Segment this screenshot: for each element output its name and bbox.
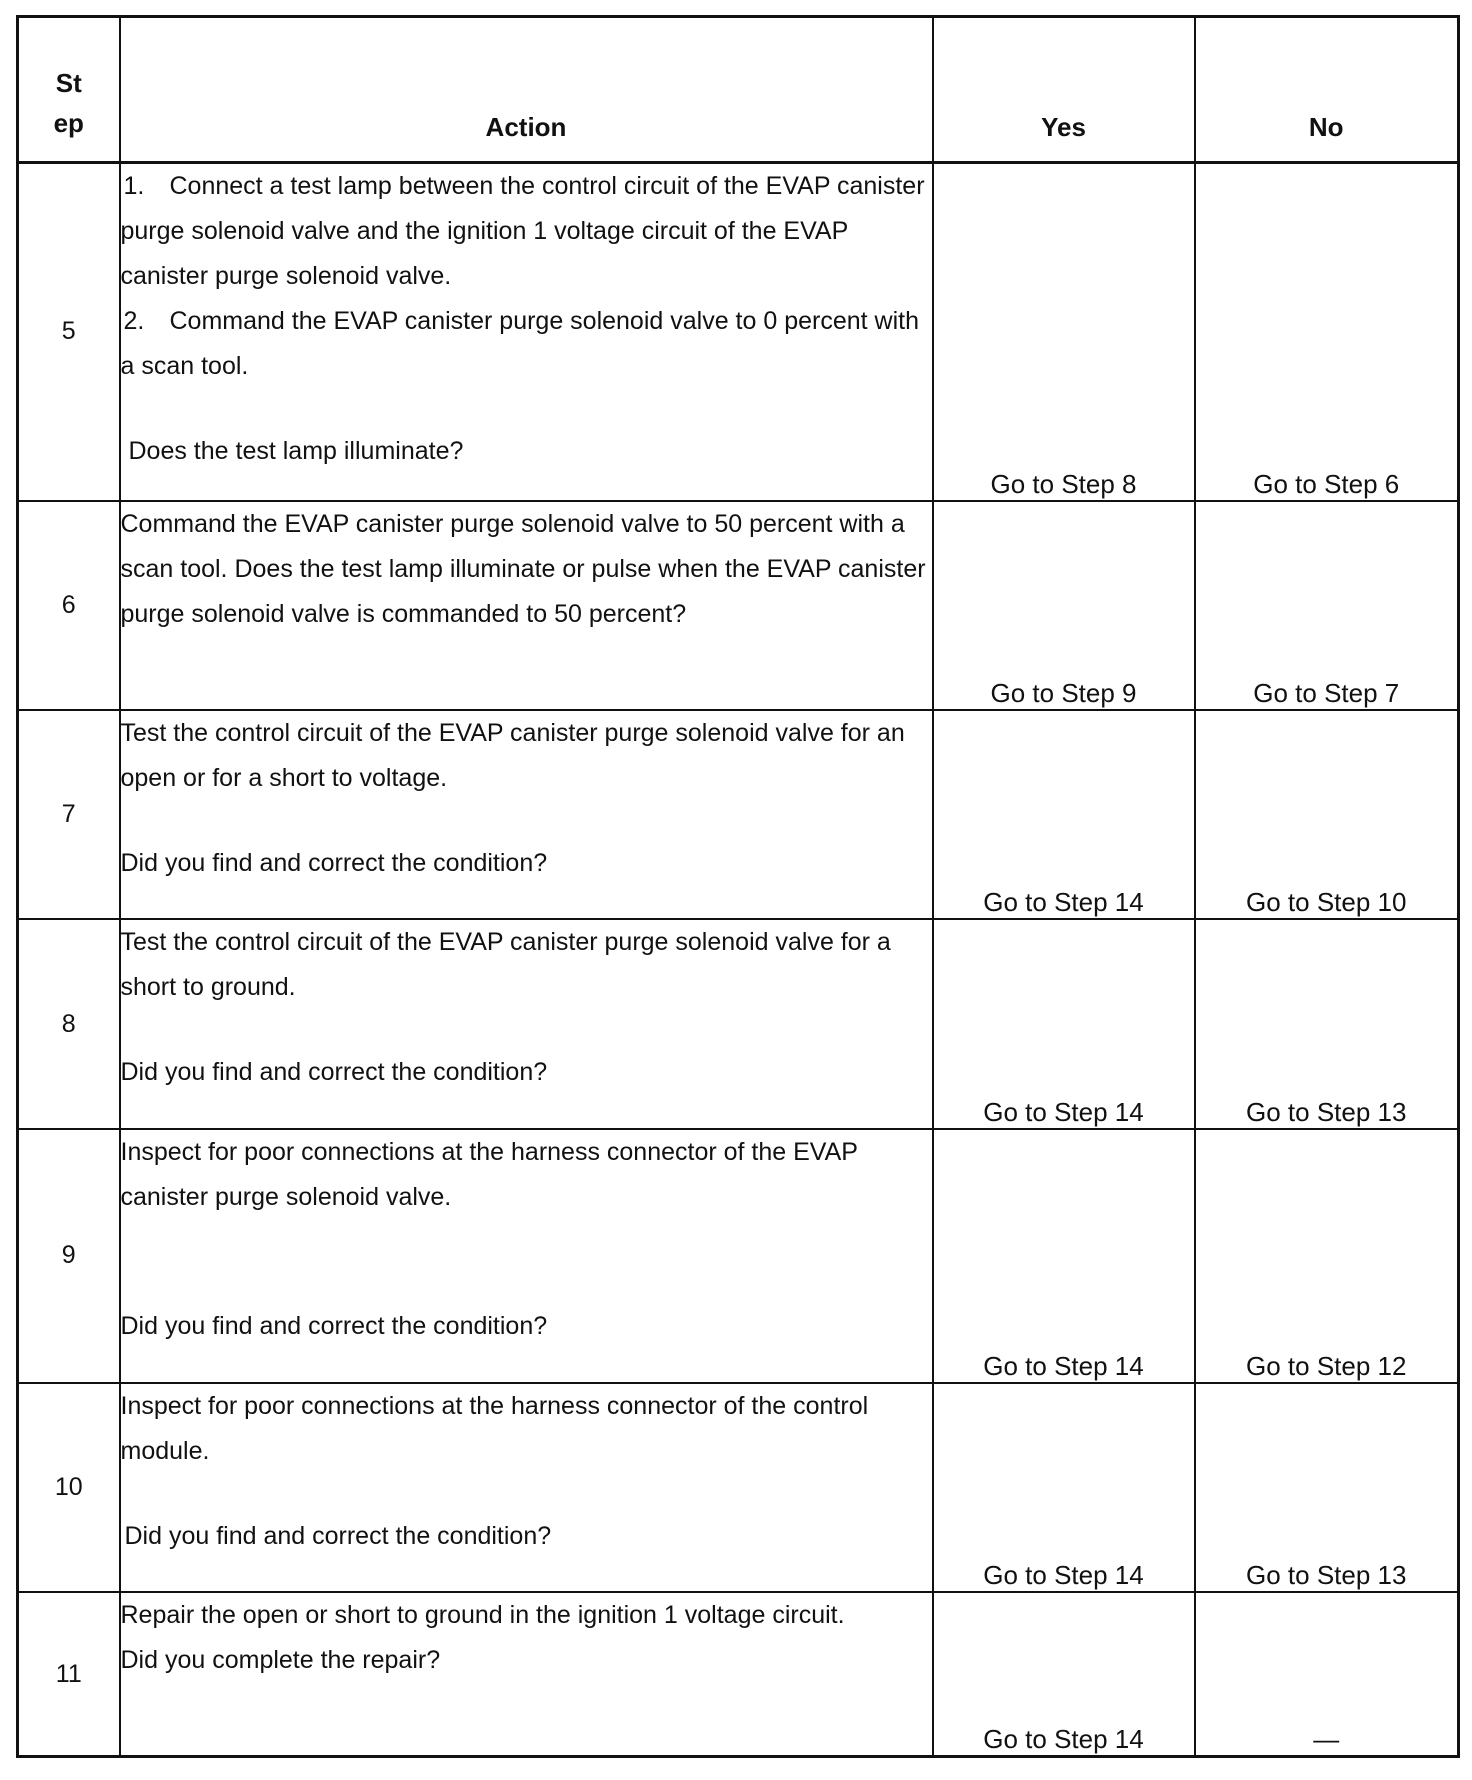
header-step: St ep xyxy=(18,17,120,163)
action-text: Test the control circuit of the EVAP canister purge solenoid valve for an open or for a short to voltage. xyxy=(120,719,905,793)
table-row xyxy=(18,163,1459,501)
no-result: Go to Step 10 xyxy=(1195,710,1459,919)
yes-result: Go to Step 8 xyxy=(933,163,1195,501)
action-text: Command the EVAP canister purge solenoid valve to 50 percent with a scan tool. Does the test lamp illuminate or pulse when the EVAP canister purge solenoid valve is commanded to 50 percent? xyxy=(120,509,926,628)
action-text: Inspect for poor connections at the harness connector of the control module. xyxy=(120,1391,869,1465)
header-no: No xyxy=(1195,17,1459,163)
action-question: Did you complete the repair? xyxy=(120,1646,441,1675)
action-text: Test the control circuit of the EVAP canister purge solenoid valve for a short to ground. xyxy=(120,928,891,1002)
action-cell xyxy=(120,710,933,919)
action-text: Inspect for poor connections at the harness connector of the EVAP canister purge solenoid valve. xyxy=(120,1137,858,1211)
yes-result: Go to Step 14 xyxy=(933,1383,1195,1592)
no-result: Go to Step 13 xyxy=(1195,919,1459,1128)
step-number: 5 xyxy=(18,163,120,501)
table-row xyxy=(18,710,1459,919)
action-question: Does the test lamp illuminate? xyxy=(128,437,464,465)
step-number: 7 xyxy=(18,710,120,919)
yes-result: Go to Step 14 xyxy=(933,1592,1195,1756)
table-header-row xyxy=(18,17,1459,163)
diagnostic-steps-table xyxy=(16,15,1460,1758)
step-number: 6 xyxy=(18,501,120,710)
table-row xyxy=(18,919,1459,1128)
step-number: 10 xyxy=(18,1383,120,1592)
yes-result: Go to Step 14 xyxy=(933,1129,1195,1383)
yes-result: Go to Step 9 xyxy=(933,501,1195,710)
no-result: — xyxy=(1195,1592,1459,1756)
table-row xyxy=(18,1592,1459,1756)
action-question: Did you find and correct the condition? xyxy=(124,1521,552,1550)
step-number: 8 xyxy=(18,919,120,1128)
action-cell xyxy=(120,1129,933,1383)
action-cell xyxy=(120,1383,933,1592)
no-result: Go to Step 6 xyxy=(1195,163,1459,501)
table-row xyxy=(18,501,1459,710)
action-cell xyxy=(120,501,933,710)
action-question: Did you find and correct the condition? xyxy=(120,849,548,878)
action-question: Did you find and correct the condition? xyxy=(120,1058,548,1087)
action-cell xyxy=(120,1592,933,1756)
header-action: Action xyxy=(120,17,933,163)
table-row xyxy=(18,1383,1459,1592)
table-row xyxy=(18,1129,1459,1383)
list-item: 1. Connect a test lamp between the control circuit of the EVAP canister purge solenoid valve and the ignition 1 voltage circuit of the EVAP canister purge solenoid valve. xyxy=(120,172,925,290)
action-cell xyxy=(120,163,933,501)
yes-result: Go to Step 14 xyxy=(933,710,1195,919)
no-result: Go to Step 7 xyxy=(1195,501,1459,710)
header-yes: Yes xyxy=(933,17,1195,163)
action-question: Did you find and correct the condition? xyxy=(120,1311,548,1340)
action-cell xyxy=(120,919,933,1128)
action-text: Repair the open or short to ground in the ignition 1 voltage circuit. xyxy=(120,1601,845,1630)
list-item: 2. Command the EVAP canister purge solenoid valve to 0 percent with a scan tool. xyxy=(120,307,919,380)
step-number: 9 xyxy=(18,1129,120,1383)
yes-result: Go to Step 14 xyxy=(933,919,1195,1128)
no-result: Go to Step 13 xyxy=(1195,1383,1459,1592)
no-result: Go to Step 12 xyxy=(1195,1129,1459,1383)
step-number: 11 xyxy=(18,1592,120,1756)
